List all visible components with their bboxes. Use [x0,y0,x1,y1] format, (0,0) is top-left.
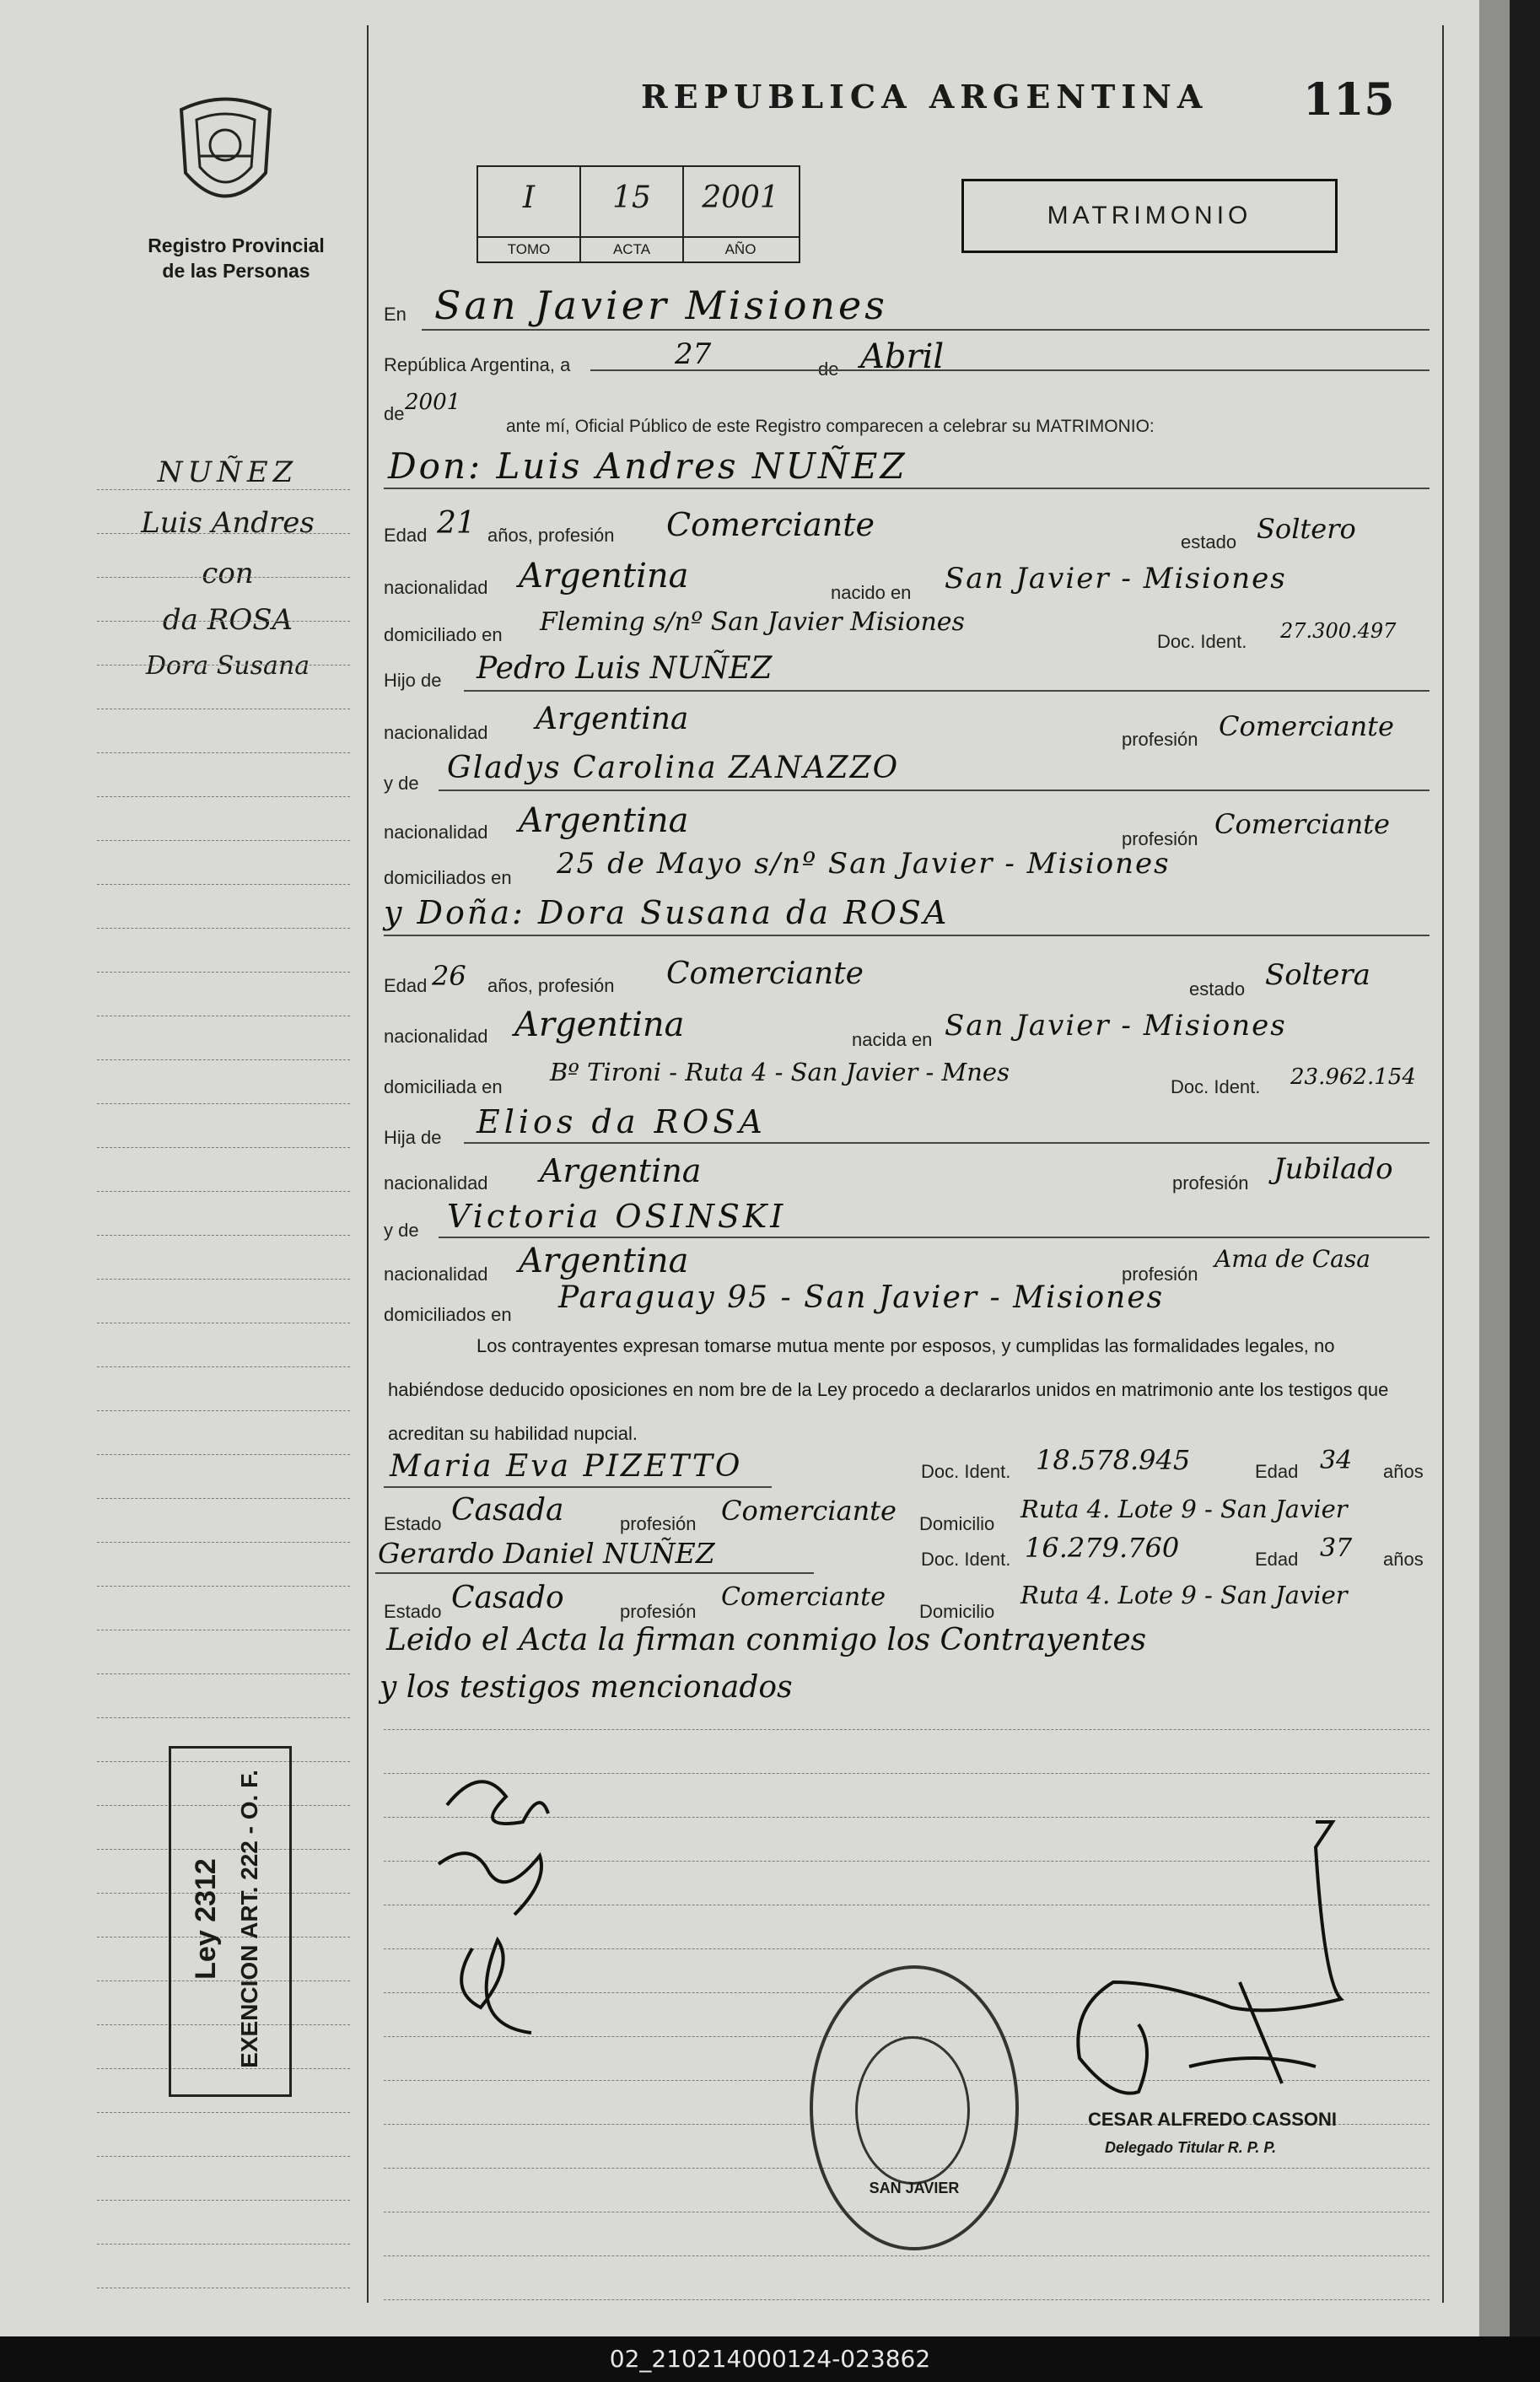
signature-oficial [1063,1813,1366,2117]
label-nac-padre-novia: nacionalidad [384,1172,488,1194]
edad-novio: 21 [437,506,476,541]
anio: 2001 [405,390,461,415]
label-nac-padre-novio: nacionalidad [384,722,488,743]
testigo2-prof: Comerciante [721,1582,886,1612]
label-de2: de [384,403,405,424]
ley-stamp-text [184,1770,272,2068]
file-name: 02_210214000124-023862 [609,2345,931,2373]
label-dom-novia: domiciliada en [384,1076,503,1097]
label-edad-t1: Edad [1255,1461,1299,1482]
margin-rule-line [97,884,350,885]
ano-label: AÑO [724,241,757,257]
right-rule [1442,25,1444,2303]
label-dom-padres-novia: domiciliados en [384,1304,512,1325]
testigo2-edad: 37 [1320,1533,1353,1563]
cierre-linea1: Leido el Acta la firman conmigo los Contrayentes [386,1623,1147,1657]
margin-surname2: da ROSA [162,603,293,637]
margin-rule-line [97,533,350,534]
rule-madre-novia [439,1237,1430,1238]
padre-novio: Pedro Luis NUÑEZ [477,651,773,686]
tomo-cell [478,167,581,261]
testigo2-dom: Ruta 4. Lote 9 - San Javier [1020,1581,1348,1609]
body-rule-line [384,2255,1430,2256]
margin-rule-line [97,1147,350,1148]
margin-rule-line [97,972,350,973]
madre-novio: Gladys Carolina ZANAZZO [447,751,900,785]
label-prof-padre-novio: profesión [1122,729,1198,750]
tomo-value: I [522,181,536,215]
body-rule-line [384,1729,1430,1730]
label-anos-t2: años [1383,1549,1424,1570]
nac-padre-novio: Argentina [536,702,689,736]
margin-rule-line [97,2112,350,2113]
rule-lugar [422,329,1430,331]
rule-fecha [590,369,1430,371]
label-doc-t2: Doc. Ident. [921,1549,1011,1570]
label-nac-novia: nacionalidad [384,1026,488,1047]
label-prof-madre-novio: profesión [1122,828,1198,849]
rule-testigo1 [384,1486,772,1488]
label-nac-novio: nacionalidad [384,577,488,598]
page-edge [1479,0,1510,2336]
rule-don [384,488,1430,489]
tomo-label: TOMO [507,241,551,257]
label-prof-t2: profesión [620,1601,697,1622]
prof-novia: Comerciante [666,957,864,991]
label-nac-madre-novia: nacionalidad [384,1264,488,1285]
acta-value: 15 [612,181,651,215]
padre-novia: Elios da ROSA [477,1103,767,1140]
margin-rule-line [97,1673,350,1674]
margin-rule-line [97,2156,350,2157]
doc-novia: 23.962.154 [1290,1064,1416,1090]
label-edad-novia: Edad [384,975,428,996]
margin-name1: Luis Andres [141,506,315,540]
label-anos-t1: años [1383,1461,1424,1482]
label-republica: República Argentina, a [384,354,571,375]
label-hija: Hija de [384,1127,442,1148]
margin-rule-line [97,840,350,841]
label-edad-t2: Edad [1255,1549,1299,1570]
margin-rule-line [97,2244,350,2245]
acta-cell [581,167,684,261]
margin-rule-line [97,752,350,753]
margin-rule-line [97,1103,350,1104]
folio-number: 115 [1303,74,1395,126]
registry-line1: Registro Provincial [148,234,325,256]
dom-novia: Bº Tironi - Ruta 4 - San Javier - Mnes [550,1058,1010,1086]
prof-madre-novio: Comerciante [1214,808,1390,840]
label-dom-t2: Domicilio [919,1601,995,1622]
margin-rule-line [97,1059,350,1060]
margin-rule-line [97,1410,350,1411]
label-dom-padres-novio: domiciliados en [384,867,512,888]
margin-con: con [202,557,254,590]
label-nacida-novia: nacida en [852,1029,933,1050]
estado-novio: Soltero [1257,513,1356,545]
margin-rule-line [97,489,350,490]
ley-number: Ley 2312 [190,1858,222,1980]
madre-novia: Victoria OSINSKI [447,1198,787,1235]
margin-rule-line [97,1498,350,1499]
seal-text: SAN JAVIER [869,2180,960,2196]
testigo2-nombre: Gerardo Daniel NUÑEZ [378,1537,715,1570]
nac-padre-novia: Argentina [540,1152,702,1189]
testigo2-doc: 16.279.760 [1025,1532,1180,1564]
label-dom-novio: domiciliado en [384,624,503,645]
official-title: Delegado Titular R. P. P. [1105,2139,1277,2156]
nacido-novio: San Javier - Misiones [945,562,1287,596]
coat-of-arms-icon [173,93,278,215]
margin-rule-line [97,665,350,666]
dona: y Doña: Dora Susana da ROSA [384,894,950,931]
nac-novio: Argentina [519,557,689,596]
label-nac-madre-novio: nacionalidad [384,822,488,843]
margin-rule-line [97,1235,350,1236]
label-hijo: Hijo de [384,670,442,691]
rule-padre-novio [464,690,1430,692]
label-estado-novio: estado [1181,531,1237,552]
dia: 27 [675,337,712,371]
rule-testigo2 [375,1572,814,1574]
margin-rule-line [97,1586,350,1587]
dom-novio: Fleming s/nº San Javier Misiones [540,607,965,637]
signature-contrayente-1 [413,1754,582,2041]
testigo1-prof: Comerciante [721,1495,897,1527]
registry-name [118,233,354,283]
testigo1-nombre: Maria Eva PIZETTO [390,1449,743,1484]
lugar: San Javier Misiones [434,283,888,328]
margin-rule-line [97,796,350,797]
margin-rule-line [97,1279,350,1280]
label-nacido-novio: nacido en [831,582,912,603]
label-prof-madre-novia: profesión [1122,1264,1198,1285]
testigo1-estado: Casada [451,1493,564,1528]
ano-value: 2001 [702,181,779,215]
dom-padres-novia: Paraguay 95 - San Javier - Misiones [558,1280,1165,1315]
label-estado-t1: Estado [384,1513,442,1534]
margin-rule-line [97,621,350,622]
matrimonio-box: MATRIMONIO [961,179,1338,253]
testigo1-dom: Ruta 4. Lote 9 - San Javier [1020,1495,1348,1523]
header-title: REPUBLICA ARGENTINA [641,78,1209,116]
label-y-de-novia: y de [384,1220,419,1241]
margin-rule-line [97,2200,350,2201]
margin-surname1: NUÑEZ [157,455,299,489]
nac-madre-novio: Argentina [519,801,689,840]
margin-rule-line [97,1454,350,1455]
doc-novio: 27.300.497 [1280,619,1397,643]
cierre-linea2: y los testigos mencionados [380,1670,793,1705]
formula-text: Los contrayentes expresan tomarse mutua mente por esposos, y cumplidas las formalidades legales, no habiéndose deducido oposiciones en nom bre de la Ley procedo a declararlos unidos en matrimonio ante los testigos que acreditan su habilidad nupcial. [388,1335,1389,1444]
margin-rule-line [97,928,350,929]
label-edad-novio: Edad [384,525,428,546]
official-name: CESAR ALFREDO CASSONI [1088,2109,1337,2130]
seal-emblem [855,2036,970,2185]
acta-label: ACTA [612,241,651,257]
margin-rule-line [97,577,350,578]
exencion-text: EXENCION ART. 222 - O. F. [236,1770,262,2068]
label-dom-t1: Domicilio [919,1513,995,1534]
dom-padres-novio: 25 de Mayo s/nº San Javier - Misiones [557,847,1171,881]
rule-padre-novia [464,1142,1430,1144]
prof-madre-novia: Ama de Casa [1214,1245,1370,1273]
label-prof-t1: profesión [620,1513,697,1534]
margin-name2: Dora Susana [145,651,310,681]
testigo2-estado: Casado [451,1581,564,1615]
margin-rule-line [97,1542,350,1543]
label-estado-t2: Estado [384,1601,442,1622]
estado-novia: Soltera [1265,958,1370,992]
don: Don: Luis Andres NUÑEZ [388,445,907,487]
ano-cell [684,167,797,261]
registry-line2: de las Personas [162,260,310,282]
margin-rule-line [97,1191,350,1192]
official-seal [810,1965,1019,2250]
mes: Abril [860,337,945,376]
margin-rule-line [97,1717,350,1718]
label-y-de-novio: y de [384,773,419,794]
body-rule-line [384,2299,1430,2300]
label-anos-prof-novia: años, profesión [487,975,615,996]
label-doc-novia: Doc. Ident. [1171,1076,1261,1097]
label-estado-novia: estado [1189,978,1246,1000]
label-prof-padre-novia: profesión [1172,1172,1249,1194]
rule-madre-novio [439,790,1430,791]
label-anos-prof-novio: años, profesión [487,525,615,546]
margin-rule [367,25,369,2303]
label-comparecen: ante mí, Oficial Público de este Registro comparecen a celebrar su MATRIMONIO: [506,417,1155,436]
label-en: En [384,304,407,325]
nac-novia: Argentina [514,1005,685,1044]
prof-padre-novia: Jubilado [1273,1152,1393,1186]
rule-dona [384,935,1430,936]
testigo1-doc: 18.578.945 [1036,1444,1191,1476]
nacida-novia: San Javier - Misiones [945,1009,1287,1043]
nac-madre-novia: Argentina [519,1242,689,1280]
prof-padre-novio: Comerciante [1219,710,1394,742]
tomo-acta-box [477,165,800,263]
edad-novia: 26 [432,960,466,992]
margin-rule-line [97,1366,350,1367]
label-doc-t1: Doc. Ident. [921,1461,1011,1482]
label-de: de [818,358,839,380]
prof-novio: Comerciante [666,506,875,543]
label-doc-novio: Doc. Ident. [1157,631,1247,652]
testigo1-edad: 34 [1320,1446,1353,1475]
